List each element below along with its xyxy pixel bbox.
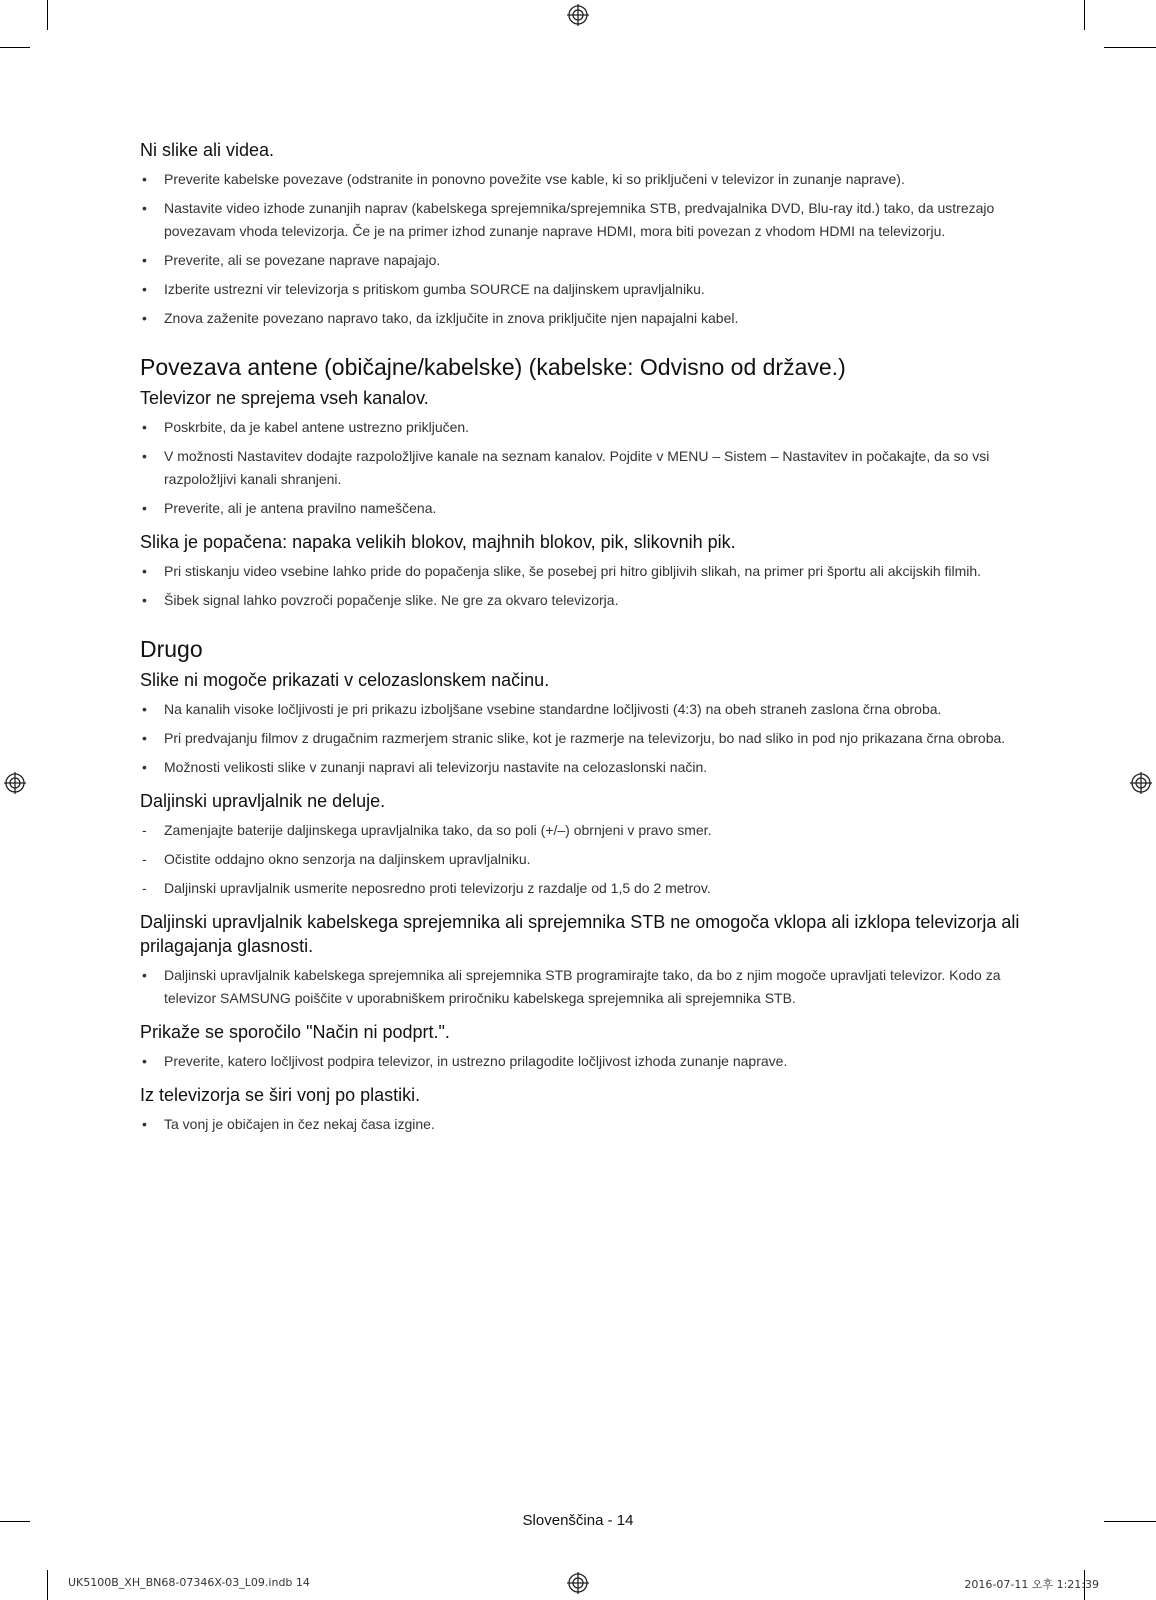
bullet-list [140, 560, 1020, 612]
file-slug: UK5100B_XH_BN68-07346X-03_L09.indb 14 [68, 1576, 310, 1589]
list-item: • Daljinski upravljalnik kabelskega sprejemnika ali sprejemnika STB programirajte tako, da bo z njim mogoče upravljati televizor. Kodo za televizor SAMSUNG poiščite v uporabniškem priročniku kabelskega sprejemnika ali sprejemnika STB. [142, 967, 1001, 1006]
list-item: • Ta vonj je običajen in čez nekaj časa izgine. [142, 1116, 435, 1132]
section-no-picture [140, 138, 1020, 330]
subsection-title: Daljinski upravljalnik ne deluje. [140, 791, 386, 811]
crop-mark-top-left-v [47, 0, 48, 30]
list-item: - Daljinski upravljalnik usmerite neposredno proti televizorju z razdalje od 1,5 do 2 metrov. [142, 880, 711, 896]
subsection-title: Iz televizorja se širi vonj po plastiki. [140, 1085, 421, 1105]
bullet-list [140, 168, 1020, 330]
list-item: • Preverite kabelske povezave (odstranite in ponovno povežite vse kable, ki so priključeni v televizor in zunanje naprave). [142, 171, 905, 187]
list-item: • Pri stiskanju video vsebine lahko pride do popačenja slike, še posebej pri hitro gibljivih slikah, na primer pri športu ali akcijskih filmih. [142, 563, 982, 579]
subsection-title: Televizor ne sprejema vseh kanalov. [140, 388, 429, 408]
bullet-list [140, 416, 1020, 520]
registration-mark-icon-right [1130, 772, 1152, 794]
list-item: • Znova zaženite povezano napravo tako, da izključite in znova priključite njen napajalni kabel. [142, 310, 739, 326]
list-item: • Preverite, ali je antena pravilno nameščena. [142, 500, 437, 516]
subsection-title: Slika je popačena: napaka velikih blokov, majhnih blokov, pik, slikovnih pik. [140, 532, 736, 552]
bullet-list [140, 964, 1020, 1010]
list-item: • Izberite ustrezni vir televizorja s pritiskom gumba SOURCE na daljinskem upravljalniku. [142, 281, 705, 297]
subsection-title: Prikaže se sporočilo "Način ni podprt.". [140, 1022, 450, 1042]
page-number: Slovenščina - 14 [522, 1512, 634, 1529]
list-item: • Šibek signal lahko povzroči popačenje slike. Ne gre za okvaro televizorja. [142, 592, 619, 608]
registration-mark-icon-bottom [567, 1572, 589, 1594]
crop-mark-top-right-h [1104, 47, 1156, 48]
crop-mark-top-left-h [0, 47, 30, 48]
subsection-title: Slike ni mogoče prikazati v celozaslonskem načinu. [140, 670, 550, 690]
list-item: • Poskrbite, da je kabel antene ustrezno priključen. [142, 419, 470, 435]
bullet-list [140, 1113, 1020, 1136]
subsection-title: Daljinski upravljalnik kabelskega sprejemnika ali sprejemnika STB ne omogoča vklopa ali izklopa televizorja ali prilagajanja glasnosti. [140, 912, 1020, 956]
crop-mark-bottom-left-v [47, 1570, 48, 1600]
subsection-title: Ni slike ali videa. [140, 140, 275, 160]
list-item: • Preverite, katero ločljivost podpira televizor, in ustrezno prilagodite ločljivost izhoda zunanje naprave. [142, 1053, 788, 1069]
bullet-list [140, 698, 1020, 779]
list-item: • Možnosti velikosti slike v zunanji napravi ali televizorju nastavite na celozaslonski način. [142, 759, 708, 775]
section-heading: Povezava antene (običajne/kabelske) (kabelske: Odvisno od države.) [140, 354, 846, 380]
list-item: • Preverite, ali se povezane naprave napajajo. [142, 252, 441, 268]
bullet-list [140, 1050, 1020, 1073]
registration-mark-icon-left [4, 772, 26, 794]
list-item: • V možnosti Nastavitev dodajte razpoložljive kanale na seznam kanalov. Pojdite v MENU – Sistem – Nastavitev in počakajte, da so vsi razpoložljivi kanali shranjeni. [142, 448, 990, 487]
section-antenna [140, 352, 1020, 612]
list-item: • Pri predvajanju filmov z drugačnim razmerjem stranic slike, kot je razmerje na televizorju, bo nad sliko in pod njo prikazana črna obroba. [142, 730, 1006, 746]
list-item: • Nastavite video izhode zunanjih naprav (kabelskega sprejemnika/sprejemnika STB, predvajalnika DVD, Blu-ray itd.) tako, da ustrezajo povezavam vhoda televizorja. Če je na primer izhod zunanje naprave HDMI, mora biti povezan z vhodom HDMI na televizorju. [142, 200, 995, 239]
section-other [140, 634, 1020, 1136]
registration-mark-icon-top [567, 4, 589, 26]
list-item: - Očistite oddajno okno senzorja na daljinskem upravljalniku. [142, 851, 531, 867]
list-item: • Na kanalih visoke ločljivosti je pri prikazu izboljšane vsebine standardne ločljivosti (4:3) na obeh straneh zaslona črna obroba. [142, 701, 942, 717]
crop-mark-top-right-v [1084, 0, 1085, 30]
list-item: - Zamenjajte baterije daljinskega upravljalnika tako, da so poli (+/–) obrnjeni v pravo smer. [142, 822, 712, 838]
page-content [140, 138, 1020, 1142]
print-timestamp: 2016-07-11 오후 1:21:39 [964, 1578, 1099, 1591]
dash-list [140, 819, 1020, 900]
section-heading: Drugo [140, 636, 203, 662]
